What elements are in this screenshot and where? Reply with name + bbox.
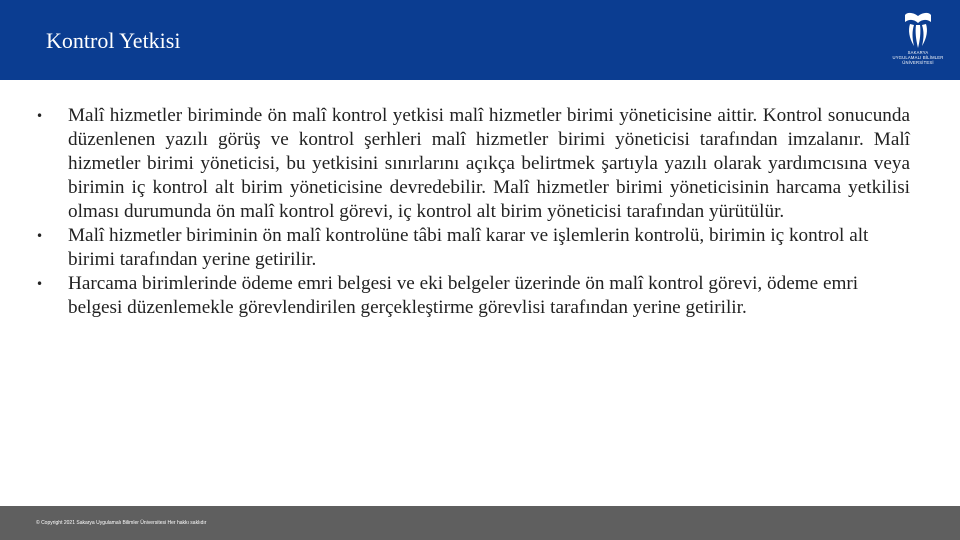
bullet-marker: • bbox=[36, 229, 44, 243]
bullet-text: Malî hizmetler biriminin ön malî kontrolüne tâbi malî karar ve işlemlerin kontrolü, birimin iç kontrol alt birimi tarafından yerine getirilir. bbox=[68, 225, 869, 270]
slide-footer bbox=[0, 506, 960, 540]
bullet-item bbox=[36, 104, 910, 224]
bullet-item bbox=[36, 224, 910, 272]
logo-emblem-icon bbox=[901, 10, 935, 50]
university-logo bbox=[884, 10, 952, 74]
bullet-marker: • bbox=[36, 277, 44, 291]
slide-header bbox=[0, 0, 960, 80]
bullet-text: Harcama birimlerinde ödeme emri belgesi ve eki belgeler üzerinde ön malî kontrol görevi, ödeme emri belgesi düzenlemekle görevlendirilen gerçekleştirme görevlisi tarafından yerine getirilir. bbox=[68, 273, 859, 318]
logo-text: SAKARYA UYGULAMALI BİLİMLER ÜNİVERSİTESİ bbox=[892, 50, 944, 65]
copyright-text: © Copyright 2021 Sakarya Uygulamalı Bilimler Üniversitesi Her hakkı saklıdır bbox=[36, 520, 207, 526]
slide-content bbox=[36, 104, 910, 320]
slide-title: Kontrol Yetkisi bbox=[46, 28, 181, 53]
bullet-text: Malî hizmetler biriminde ön malî kontrol yetkisi malî hizmetler birimi yöneticisine aittir. Kontrol sonucunda düzenlenen yazılı görüş ve kontrol şerhleri malî hizmetler birimi yöneticisi tarafından imzalanır. Malî hizmetler birimi yöneticisi, bu yetkisini sınırlarını açıkça belirtmek şartıyla yazılı olarak yardımcısına veya birimin iç kontrol alt birim yöneticisine devredebilir. Malî hizmetler birimi yöneticisinin harcama yetkilisi olması durumunda ön malî kontrol görevi, iç kontrol alt birim yöneticisi tarafından yürütülür. bbox=[68, 105, 910, 222]
bullet-marker: • bbox=[36, 109, 44, 123]
bullet-item bbox=[36, 272, 910, 320]
